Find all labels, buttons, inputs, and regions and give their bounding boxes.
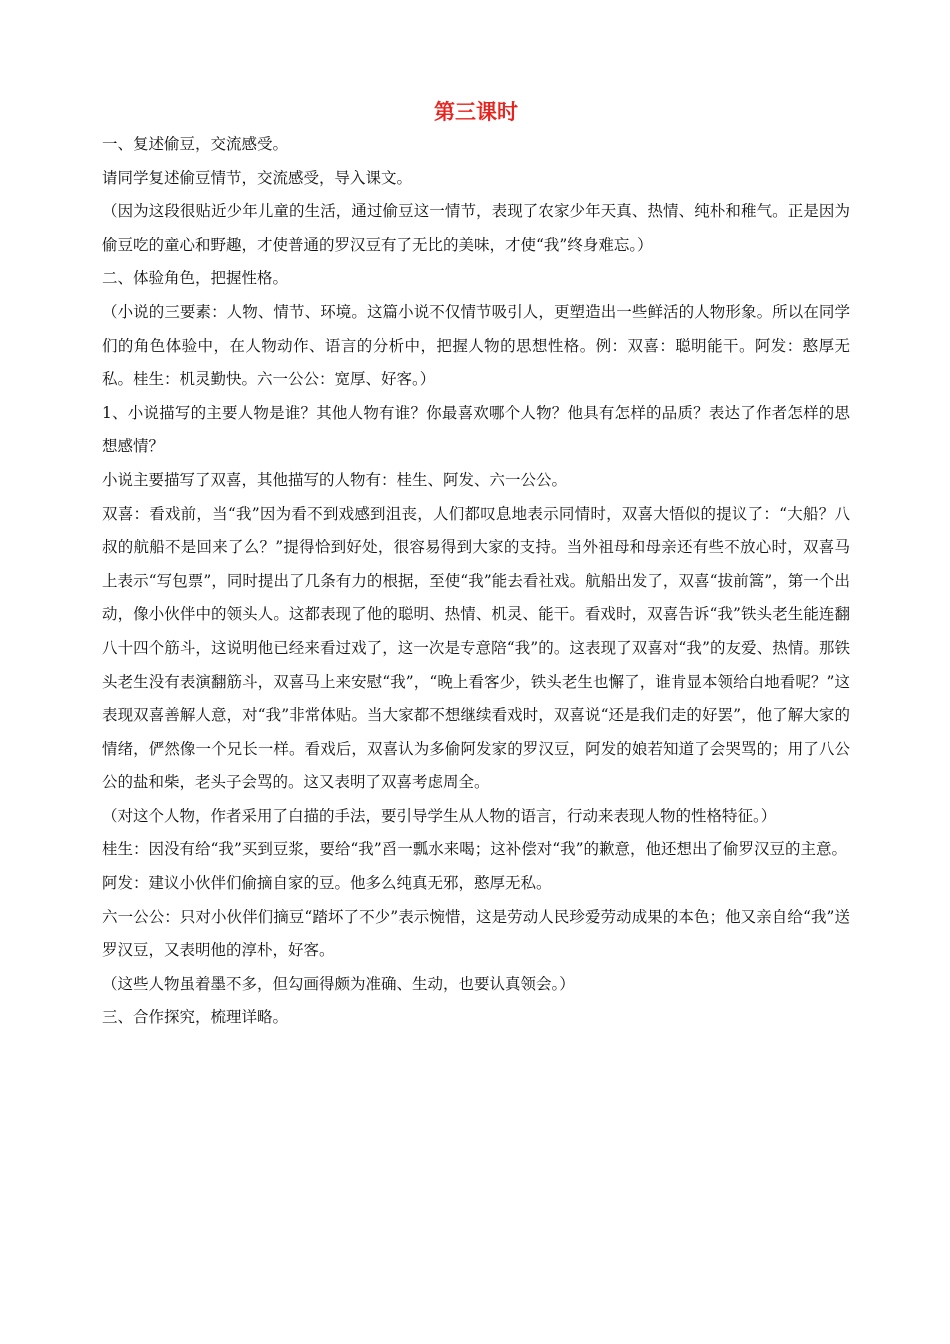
section-heading-1: 一、复述偷豆，交流感受。	[102, 135, 289, 153]
section-heading-3: 三、合作探究，梳理详略。	[102, 1008, 289, 1027]
question: 1、小说描写的主要人物是谁？其他人物有谁？你最喜欢哪个人物？他具有怎样的品质？表达了作者怎样的思想感情？	[102, 403, 850, 456]
paragraph-afa: 阿发：建议小伙伴们偷摘自家的豆。他多么纯真无邪，憨厚无私。	[102, 874, 552, 893]
page-title: 第三课时	[434, 100, 518, 124]
section-heading-2: 二、体验角色，把握性格。	[102, 269, 289, 288]
paragraph: （因为这段很贴近少年儿童的生活，通过偷豆这一情节，表现了农家少年天真、热情、纯朴和稚气。正是因为偷豆吃的童心和野趣，才使普通的罗汉豆有了无比的美味，才使“我”终身难忘。）	[102, 202, 850, 254]
document-page	[102, 98, 850, 1035]
paragraph-liuyi: 六一公公：只对小伙伴们摘豆“踏坏了不少”表示惋惜，这是劳动人民珍爱劳动成果的本色；他又亲自给“我”送罗汉豆，又表明他的淳朴，好客。	[102, 907, 850, 960]
paragraph: 小说主要描写了双喜，其他描写的人物有：桂生、阿发、六一公公。	[102, 470, 568, 489]
paragraph: （这些人物虽着墨不多，但勾画得颇为准确、生动，也要认真领会。）	[102, 974, 575, 993]
paragraph: （小说的三要素：人物、情节、环境。这篇小说不仅情节吸引人，更塑造出一些鲜活的人物形象。所以在同学们的角色体验中，在人物动作、语言的分析中，把握人物的思想性格。例：双喜：聪明能干。阿发：憨厚无私。桂生：机灵勤快。六一公公：宽厚、好客。）	[102, 302, 850, 389]
paragraph-guisheng: 桂生：因没有给“我”买到豆浆，要给“我”舀一瓢水来喝；这补偿对“我”的歉意，他还想出了偷罗汉豆的主意。	[102, 840, 848, 859]
paragraph-shuangxi: 双喜：看戏前，当“我”因为看不到戏感到沮丧，人们都叹息地表示同情时，双喜大悟似的提议了：“大船？八叔的航船不是回来了么？”提得恰到好处，很容易得到大家的支持。当外祖母和母亲还有些不放心时，双喜马上表示“写包票”，同时提出了几条有力的根据，至使“我”能去看社戏。航船出发了，双喜“拔前篙”，第一个出动，像小伙伴中的领头人。这都表现了他的聪明、热情、机灵、能干。看戏时，双喜告诉“我”铁头老生能连翻八十四个筋斗，这说明他已经来看过戏了，这一次是专意陪“我”的。这表现了双喜对“我”的友爱、热情。那铁头老生没有表演翻筋斗，双喜马上来安慰“我”，“晚上看客少，铁头老生也懈了，谁肯显本领给白地看呢？”这表现双喜善解人意，对“我”非常体贴。当大家都不想继续看戏时，双喜说“还是我们走的好罢”，他了解大家的情绪，俨然像一个兄长一样。看戏后，双喜认为多偷阿发家的罗汉豆，阿发的娘若知道了会哭骂的；用了八公公的盐和柴，老头子会骂的。这又表明了双喜考虑周全。	[102, 504, 850, 792]
paragraph: （对这个人物，作者采用了白描的手法，要引导学生从人物的语言，行动来表现人物的性格特征。）	[102, 806, 777, 825]
paragraph: 请同学复述偷豆情节，交流感受，导入课文。	[102, 168, 413, 187]
